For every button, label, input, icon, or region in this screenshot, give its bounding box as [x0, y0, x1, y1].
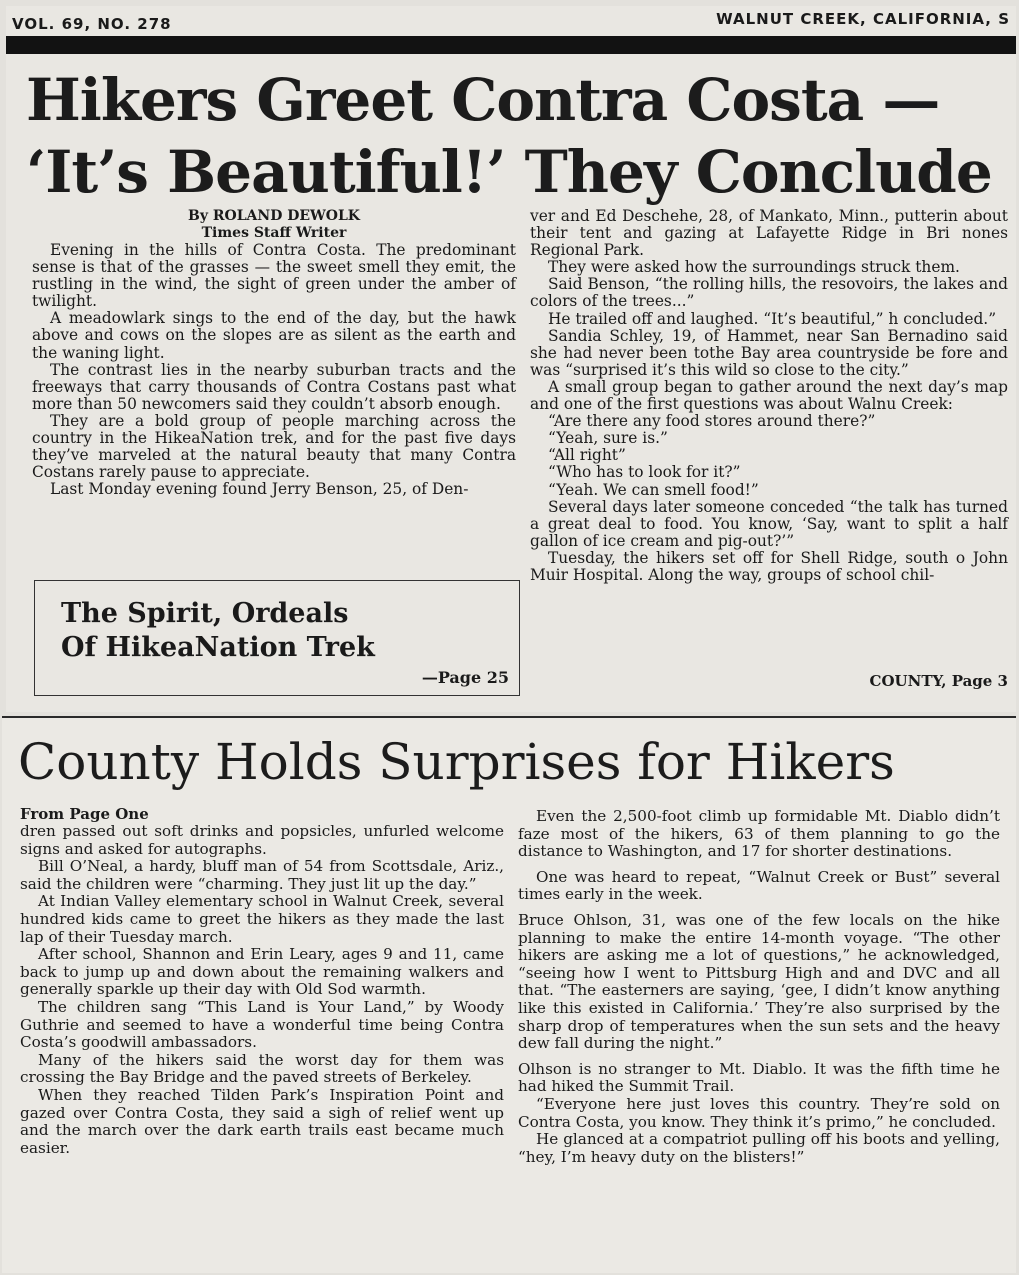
dateline-location: WALNUT CREEK, CALIFORNIA, S — [716, 10, 1010, 28]
article2-column-1 — [20, 806, 504, 1157]
paragraph: Sandia Schley, 19, of Hammet, near San Bernadino said she had never been tothe Bay area countryside be fore and was “surprised it’s this wild so close to the city.” — [530, 326, 1008, 379]
paragraph: Said Benson, “the rolling hills, the resovoirs, the lakes and colors of the trees...” — [530, 275, 1008, 311]
jump-page-clipping — [2, 716, 1016, 1273]
related-story-title-line-2: Of HikeaNation Trek — [61, 632, 375, 663]
quote-line: “Yeah, sure is.” — [548, 429, 668, 448]
volume-number: VOL. 69, NO. 278 — [12, 15, 172, 33]
paragraph: A small group began to gather around the next day’s map and one of the first questions was about Walnu Creek: — [530, 377, 1008, 414]
masthead — [6, 6, 1016, 36]
paragraph: He glanced at a compatriot pulling off his boots and yelling, “hey, I’m heavy duty on the blisters!” — [518, 1130, 1000, 1166]
quote-line: “Are there any food stores around there?” — [548, 412, 876, 431]
article2-column-2 — [518, 808, 1000, 1166]
paragraph: Several days later someone conceded “the talk has turned a great deal to food. You know, ‘Say, want to split a half gallon of ice cream and pig-out?’” — [530, 497, 1008, 550]
quote-line: “All right” — [548, 446, 626, 465]
from-page-label: From Page One — [20, 805, 149, 823]
paragraph: Bill O’Neal, a hardy, bluff man of 54 from Scottsdale, Ariz., said the children were “charming. They just lit up the day.” — [20, 857, 504, 893]
paragraph: A meadowlark sings to the end of the day, but the hawk above and cows on the slopes are as silent as the earth and the waning light. — [32, 309, 516, 362]
paragraph: Evening in the hills of Contra Costa. The predominant sense is that of the grasses — the sweet smell they emit, the rustling in the wind, the sight of green under the amber of twilight. — [32, 241, 516, 311]
related-story-title-line-1: The Spirit, Ordeals — [61, 598, 349, 629]
headline-line-2: ‘It’s Beautiful!’ They Conclude — [26, 138, 992, 206]
article1-column-2 — [530, 208, 1008, 584]
related-story-box — [34, 580, 520, 696]
paragraph: dren passed out soft drinks and popsicles, unfurled welcome signs and asked for autographs. — [20, 822, 504, 858]
main-headline — [26, 64, 1011, 208]
paragraph: They were asked how the surroundings struck them. — [548, 258, 960, 277]
related-story-title — [61, 597, 375, 665]
paragraph: Olhson is no stranger to Mt. Diablo. It was the fifth time he had hiked the Summit Trail. — [518, 1059, 1000, 1096]
paragraph: He trailed off and laughed. “It’s beautiful,” h concluded.” — [548, 309, 997, 328]
quote-line: “Who has to look for it?” — [548, 463, 741, 482]
paragraph: Many of the hikers said the worst day for them was crossing the Bay Bridge and the paved streets of Berkeley. — [20, 1050, 504, 1087]
paragraph: “Everyone here just loves this country. They’re sold on Contra Costa, you know. They think it’s primo,” he concluded. — [518, 1094, 1000, 1131]
paragraph: When they reached Tilden Park’s Inspiration Point and gazed over Contra Costa, they said a sigh of relief went up and the march over the dark earth trails east became much easier. — [20, 1085, 504, 1157]
continued-reference: COUNTY, Page 3 — [869, 672, 1008, 690]
paragraph: Even the 2,500-foot climb up formidable Mt. Diablo didn’t faze most of the hikers, 63 of them planning to go the distance to Washington, and 17 for shorter destinations. — [518, 807, 1000, 861]
article1-column-1 — [32, 208, 516, 498]
byline-title: Times Staff Writer — [201, 225, 347, 241]
masthead-rule — [6, 36, 1016, 54]
paragraph: The children sang “This Land is Your Land,” by Woody Guthrie and seemed to have a wonderful time being Contra Costa’s goodwill ambassadors. — [20, 997, 504, 1052]
front-page-clipping — [6, 6, 1016, 712]
byline: By ROLAND DEWOLK — [188, 208, 360, 224]
paragraph: Last Monday evening found Jerry Benson, 25, of Den- — [50, 480, 469, 499]
quote-line: “Yeah. We can smell food!” — [548, 480, 759, 499]
paragraph: ver and Ed Deschehe, 28, of Mankato, Minn., putterin about their tent and gazing at Lafayette Ridge in Bri nones Regional Park. — [530, 207, 1008, 260]
paragraph: Bruce Ohlson, 31, was one of the few locals on the hike planning to make the entire 14-month voyage. “The other hikers are asking me a lot of questions,” he acknowledged, “seeing how I went to Pittsburg High and and DVC and all that. “The easterners are saying, ‘gee, I didn’t know anything like this existed in California.’ They’re also surprised by the sharp drop of temperatures when the sun sets and the heavy dew fall during the night.” — [518, 910, 1000, 1053]
paragraph: One was heard to repeat, “Walnut Creek or Bust” several times early in the week. — [518, 867, 1000, 904]
paragraph: Tuesday, the hikers set off for Shell Ridge, south o John Muir Hospital. Along the way, groups of school chil- — [530, 548, 1008, 584]
paragraph: The contrast lies in the nearby suburban tracts and the freeways that carry thousands of Contra Costans past what more than 50 newcomers said they couldn’t absorb enough. — [32, 360, 516, 413]
paragraph: At Indian Valley elementary school in Walnut Creek, several hundred kids came to greet the hikers as they made the last lap of their Tuesday march. — [20, 892, 504, 946]
jump-headline: County Holds Surprises for Hikers — [18, 733, 895, 791]
headline-line-1: Hikers Greet Contra Costa — — [26, 66, 940, 134]
paragraph: After school, Shannon and Erin Leary, ages 9 and 11, came back to jump up and down about the remaining walkers and generally sparkle up their day with Old Sod warmth. — [20, 945, 504, 999]
paragraph: They are a bold group of people marching across the country in the HikeaNation trek, and for the past five days they’ve marveled at the natural beauty that many Contra Costans rarely pause to appreciate. — [32, 411, 516, 482]
related-story-page-ref: —Page 25 — [421, 668, 509, 687]
